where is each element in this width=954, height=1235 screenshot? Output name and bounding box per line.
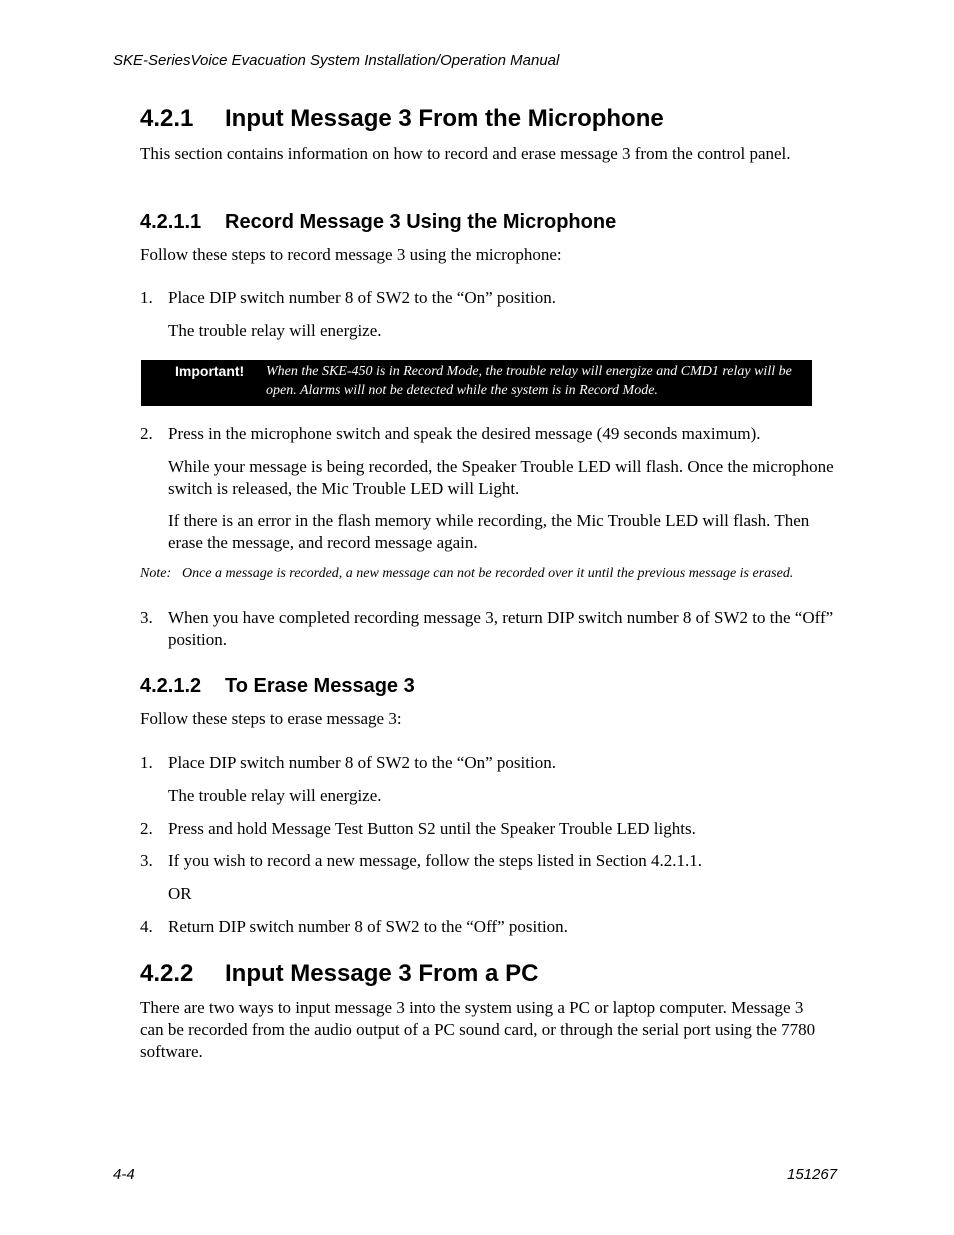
step-detail: While your message is being recorded, the Speaker Trouble LED will flash. Once the microphone switch is released, the Mic Trouble LED will Light. (168, 457, 834, 498)
list-number: 3. (140, 851, 153, 870)
section-heading-4-2-1 (140, 105, 664, 133)
list-text: Return DIP switch number 8 of SW2 to the “Off” position. (168, 917, 568, 936)
list-text: Place DIP switch number 8 of SW2 to the “On” position. (168, 753, 556, 772)
step-detail: The trouble relay will energize. (168, 786, 382, 805)
list-number: 3. (140, 608, 153, 627)
subsection-intro: Follow these steps to erase message 3: (140, 709, 402, 728)
important-label: Important! (175, 363, 245, 379)
subsection-title: To Erase Message 3 (225, 675, 415, 697)
list-number: 2. (140, 819, 153, 838)
list-number: 4. (140, 917, 153, 936)
list-text: Place DIP switch number 8 of SW2 to the “On” position. (168, 288, 556, 307)
list-number: 1. (140, 288, 153, 307)
subsection-intro: Follow these steps to record message 3 using the microphone: (140, 245, 562, 264)
note-label: Note: (140, 566, 172, 581)
list-text: When you have completed recording message 3, return DIP switch number 8 of SW2 to the “Off” position. (168, 608, 834, 649)
section-number: 4.2.2 (140, 960, 194, 987)
subsection-title: Record Message 3 Using the Microphone (225, 211, 617, 233)
section-intro: This section contains information on how to record and erase message 3 from the control panel. (140, 144, 791, 163)
list-text: If you wish to record a new message, follow the steps listed in Section 4.2.1.1. (168, 851, 702, 870)
section-heading-4-2-2 (140, 960, 538, 988)
list-number: 1. (140, 753, 153, 772)
important-text: When the SKE-450 is in Record Mode, the trouble relay will energize and CMD1 relay will be open. Alarms will not be detected while the system is in Record Mode. (266, 364, 792, 398)
document-number: 151267 (787, 1166, 838, 1183)
section-title: Input Message 3 From a PC (225, 960, 539, 987)
important-callout (141, 360, 812, 406)
subsection-heading-4-2-1-2 (140, 675, 415, 698)
section-number: 4.2.1 (140, 105, 194, 132)
page-number: 4-4 (113, 1166, 135, 1183)
running-header: SKE-SeriesVoice Evacuation System Installation/Operation Manual (113, 52, 560, 69)
step-detail: If there is an error in the flash memory while recording, the Mic Trouble LED will flash. Then erase the message, and record message again. (168, 511, 810, 552)
list-text: Press in the microphone switch and speak the desired message (49 seconds maximum). (168, 424, 761, 443)
list-text: Press and hold Message Test Button S2 until the Speaker Trouble LED lights. (168, 819, 696, 838)
subsection-heading-4-2-1-1 (140, 211, 616, 234)
list-number: 2. (140, 424, 153, 443)
section-body: There are two ways to input message 3 into the system using a PC or laptop computer. Message 3 can be recorded from the audio output of a PC sound card, or through the serial port using the 7780 software. (140, 998, 816, 1061)
note-text: Once a message is recorded, a new message can not be recorded over it until the previous message is erased. (182, 566, 794, 581)
subsection-number: 4.2.1.2 (140, 675, 202, 697)
section-title: Input Message 3 From the Microphone (225, 105, 664, 132)
or-text: OR (168, 884, 192, 903)
subsection-number: 4.2.1.1 (140, 211, 202, 233)
step-detail: The trouble relay will energize. (168, 321, 382, 340)
